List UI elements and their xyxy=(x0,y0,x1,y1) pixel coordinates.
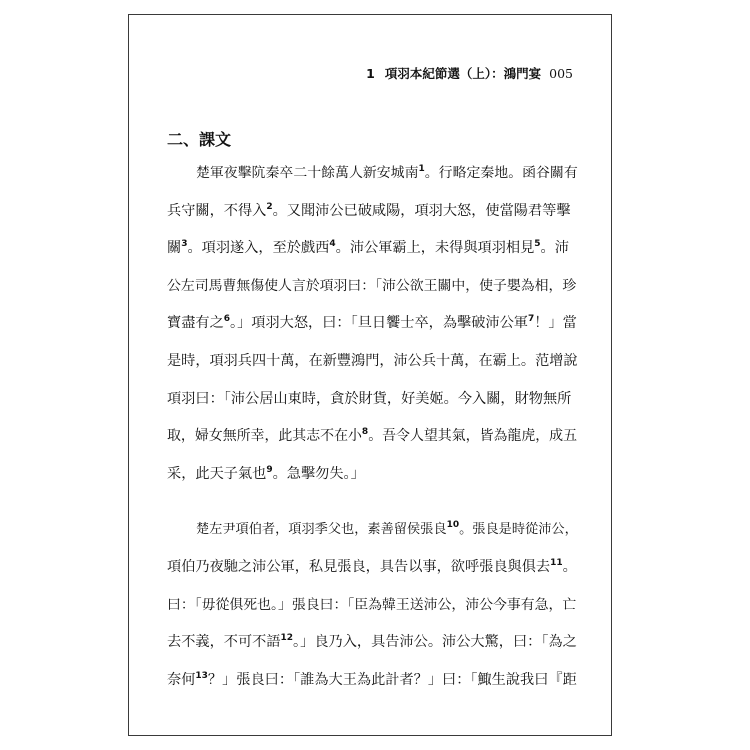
text-line xyxy=(167,418,577,456)
text-line xyxy=(167,193,577,231)
text-segment: 采，此天子氣也 xyxy=(167,465,267,482)
text-line xyxy=(167,662,577,700)
footnote-marker: 1 xyxy=(418,164,425,174)
footnote-marker: 2 xyxy=(266,201,273,212)
text-line xyxy=(167,343,577,381)
text-segment: 兵守關，不得入 xyxy=(167,202,267,219)
text-segment: 。項羽遂入，至於戲西 xyxy=(187,240,330,257)
text-segment: 項羽曰：「沛公居山東時，貪於財貨，好美姬。今入關，財物無所 xyxy=(167,390,572,407)
text-segment: 。又聞沛公已破咸陽，項羽大怒，使當陽君等擊 xyxy=(272,202,571,219)
text-segment: 寶盡有之 xyxy=(167,315,224,332)
footnote-marker: 3 xyxy=(181,239,188,250)
footnote-marker: 8 xyxy=(361,427,369,438)
text-line xyxy=(167,155,577,193)
paragraph xyxy=(167,155,577,493)
text-segment: 公左司馬曹無傷使人言於項羽曰：「沛公欲王關中，使子嬰為相，珍 xyxy=(167,277,577,294)
text-segment: 曰：「毋從俱死也。」張良曰：「臣為韓王送沛公，沛公今事有急，亡 xyxy=(167,596,577,613)
text-segment: ？」張良曰：「誰為大王為此計者？」曰：「鯫生說我曰『距 xyxy=(207,671,577,688)
text-segment: ！」當 xyxy=(534,315,577,332)
text-line xyxy=(167,624,577,662)
text-line xyxy=(167,587,577,625)
footnote-marker: 9 xyxy=(266,464,273,475)
text-segment: 項伯乃夜馳之沛公軍，私見張良，具告以事，欲呼張良與俱去 xyxy=(167,558,551,575)
chapter-title: 項羽本紀節選（上）：鴻門宴 xyxy=(384,66,542,81)
footnote-marker: 10 xyxy=(446,520,460,531)
text-segment: 。張良是時從沛公， xyxy=(459,522,578,538)
footnote-marker: 13 xyxy=(195,670,208,681)
text-segment: 關 xyxy=(167,240,182,257)
text-segment: 楚軍夜擊阬秦卒二十餘萬人新安城南 xyxy=(196,165,419,181)
text-line xyxy=(167,456,577,494)
footnote-marker: 5 xyxy=(534,239,541,250)
text-segment: 。」良乃入，具告沛公。沛公大驚，曰：「為之 xyxy=(293,634,577,651)
footnote-marker: 7 xyxy=(527,314,535,325)
text-segment: 。吾令人望其氣，皆為龍虎，成五 xyxy=(368,428,578,445)
text-segment: 取，婦女無所幸，此其志不在小 xyxy=(167,428,362,445)
text-line xyxy=(167,549,577,587)
text-segment: 。」項羽大怒，曰：「旦日饗士卒，為擊破沛公軍 xyxy=(230,315,528,332)
paragraph xyxy=(167,511,577,699)
text-segment: 。沛公軍霸上，未得與項羽相見 xyxy=(335,240,535,257)
text-segment: 去不義，不可不語 xyxy=(167,634,281,651)
footnote-marker: 12 xyxy=(280,633,294,644)
text-line xyxy=(167,230,577,268)
footnote-marker: 11 xyxy=(550,557,563,568)
footnote-marker: 4 xyxy=(329,239,336,250)
text-line xyxy=(167,381,577,419)
text-segment: 。急擊勿失。」 xyxy=(272,465,365,482)
text-line xyxy=(167,268,577,306)
running-header xyxy=(366,64,573,82)
text-line xyxy=(167,511,577,549)
text-segment: 。沛 xyxy=(540,240,569,257)
text-segment: 楚左尹項伯者，項羽季父也，素善留侯張良 xyxy=(196,522,447,538)
text-segment: 是時，項羽兵四十萬，在新豐鴻門，沛公兵十萬，在霸上。范增說 xyxy=(167,352,578,369)
section-title: 二、課文 xyxy=(167,130,232,149)
text-segment: 。行略定秦地。函谷關有 xyxy=(424,165,578,181)
chapter-number: 1 xyxy=(366,66,375,81)
book-page xyxy=(128,14,612,736)
page-number: 005 xyxy=(549,66,573,81)
text-segment: 。 xyxy=(562,558,577,575)
body-text xyxy=(167,155,577,699)
text-line xyxy=(167,305,577,343)
footnote-marker: 6 xyxy=(223,314,231,325)
text-segment: 奈何 xyxy=(167,671,196,688)
